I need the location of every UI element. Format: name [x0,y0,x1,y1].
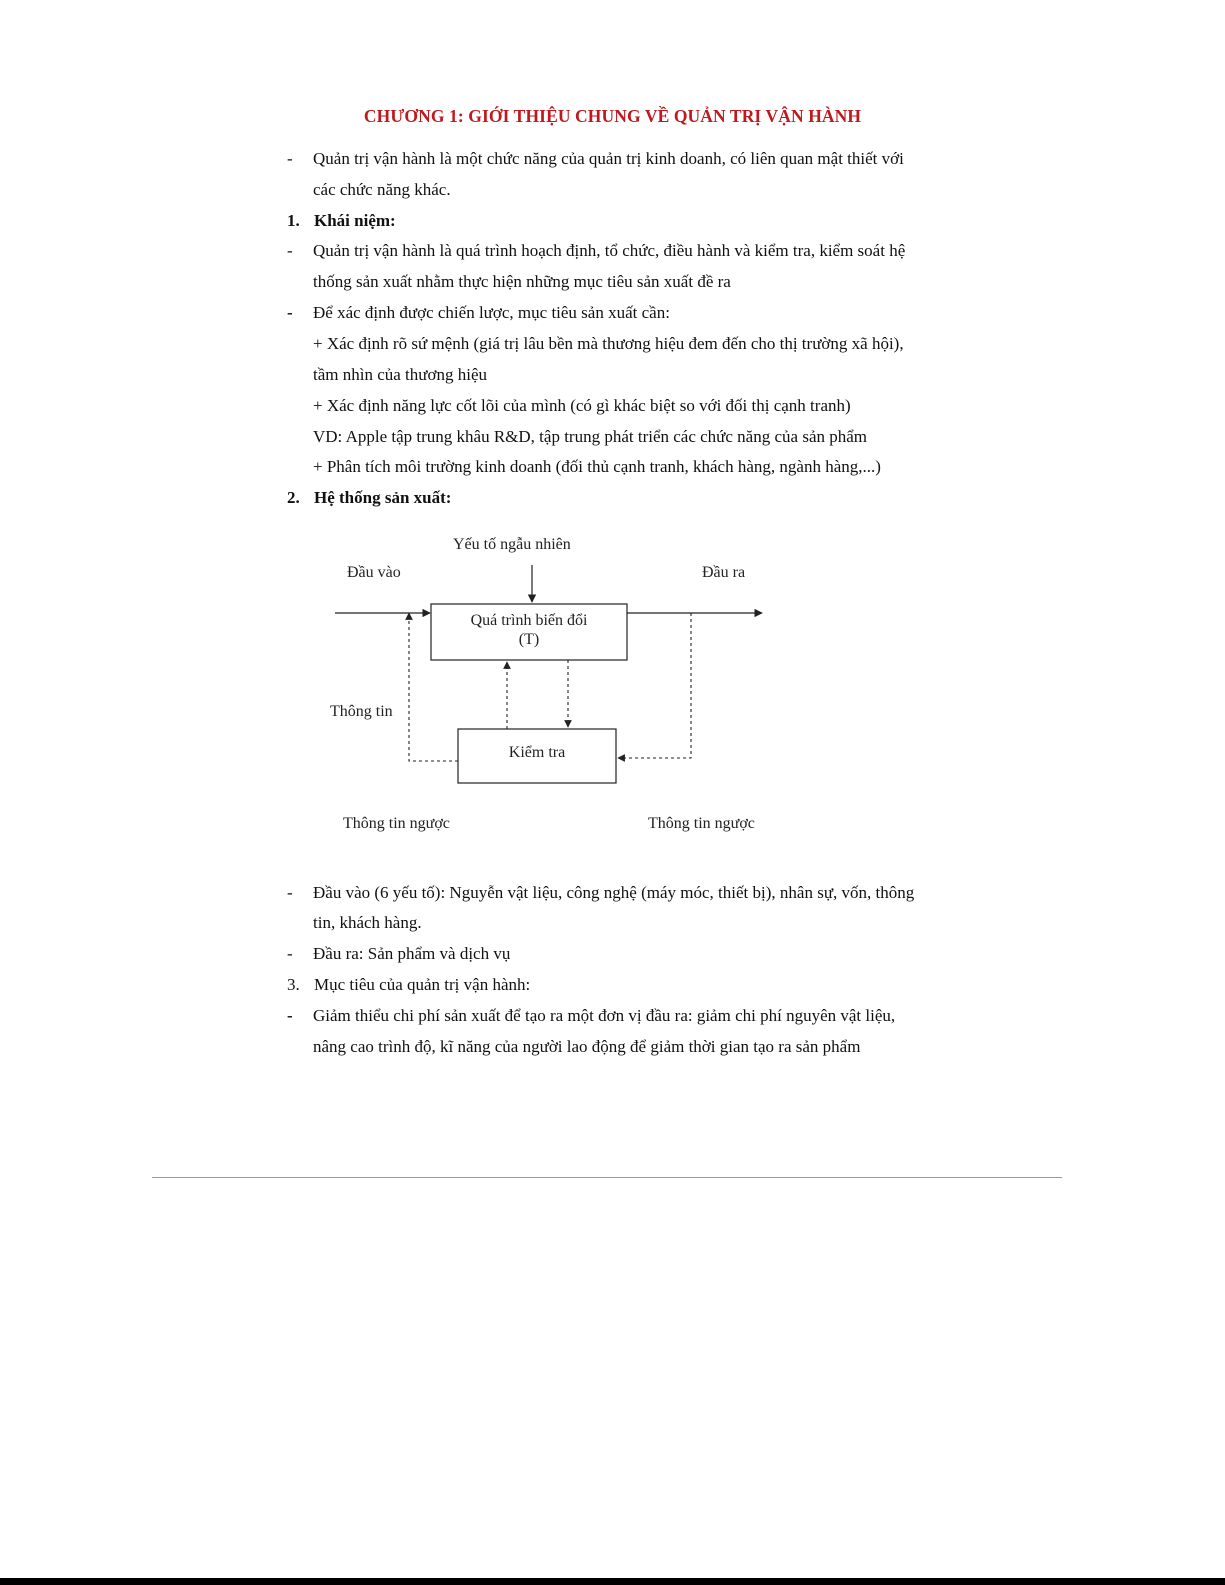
bullet-dash: - [287,1006,293,1025]
chapter-title: CHƯƠNG 1: GIỚI THIỆU CHUNG VỀ QUẢN TRỊ VẬN HÀNH [363,106,862,126]
input-bullet [287,882,914,904]
strategy-sub1: + Xác định rõ sứ mệnh (giá trị lâu bền mà thương hiệu đem đến cho thị trường xã hội), [313,334,904,353]
section3-number: 3. [287,975,300,994]
input-label: Đầu vào [347,564,401,581]
bullet-dash: - [287,149,293,168]
section3-title: Mục tiêu của quản trị vận hành: [314,975,531,994]
right-feedback-arrow [618,613,691,758]
bullet-dash: - [287,883,293,902]
feedback-right-label: Thông tin ngược [648,815,755,832]
section1-title: Khái niệm: [314,211,396,230]
section2-number: 2. [287,488,300,507]
section3-heading [287,974,530,996]
section2-heading [287,487,451,509]
definition-line1: Quản trị vận hành là quá trình hoạch định, tổ chức, điều hành và kiểm tra, kiểm soát hệ [313,241,906,260]
objective-line1: Giảm thiểu chi phí sản xuất để tạo ra một đơn vị đầu ra: giảm chi phí nguyên vật liệu, [313,1006,896,1025]
info-label: Thông tin [330,703,393,720]
bullet-dash: - [287,303,293,322]
definition-line2: thống sản xuất nhằm thực hiện những mục tiêu sản xuất đề ra [313,272,731,291]
feedback-left-label: Thông tin ngược [343,815,450,832]
output-desc: Đầu ra: Sản phẩm và dịch vụ [313,944,511,963]
process-label-line2: (T) [518,631,540,648]
bullet-dash: - [287,944,293,963]
objective-bullet [287,1005,895,1027]
section1-number: 1. [287,211,300,230]
strategy-example: VD: Apple tập trung khâu R&D, tập trung phát triển các chức năng của sản phẩm [313,427,868,446]
intro-bullet [287,148,904,170]
bottom-edge-bar [0,1578,1225,1585]
bullet-dash: - [287,241,293,260]
output-label: Đầu ra [702,564,746,581]
input-desc-line1: Đầu vào (6 yếu tố): Nguyễn vật liệu, công nghệ (máy móc, thiết bị), nhân sự, vốn, thông [313,883,915,902]
strategy-sub2: + Xác định năng lực cốt lõi của mình (có gì khác biệt so với đối thị cạnh tranh) [313,396,851,415]
definition-bullet [287,240,905,262]
production-system-diagram [320,525,790,845]
strategy-sub1-cont: tầm nhìn của thương hiệu [313,365,488,384]
process-label-line1: Quá trình biến đổi [470,612,588,629]
output-bullet [287,943,510,965]
control-label: Kiểm tra [508,744,566,761]
section2-title: Hệ thống sản xuất: [314,488,452,507]
random-factor-label: Yếu tố ngẫu nhiên [453,536,571,553]
strategy-sub3: + Phân tích môi trường kinh doanh (đối thủ cạnh tranh, khách hàng, ngành hàng,...) [313,457,881,476]
intro-text-line1: Quản trị vận hành là một chức năng của quản trị kinh doanh, có liên quan mật thiết với [313,149,904,168]
strategy-bullet [287,302,670,324]
page-divider [152,1177,1062,1178]
section1-heading [287,210,396,232]
input-desc-line2: tin, khách hàng. [313,913,422,932]
strategy-line1: Để xác định được chiến lược, mục tiêu sản xuất cần: [313,303,670,322]
intro-text-line2: các chức năng khác. [313,180,451,199]
objective-line2: nâng cao trình độ, kĩ năng của người lao động để giảm thời gian tạo ra sản phẩm [313,1037,861,1056]
